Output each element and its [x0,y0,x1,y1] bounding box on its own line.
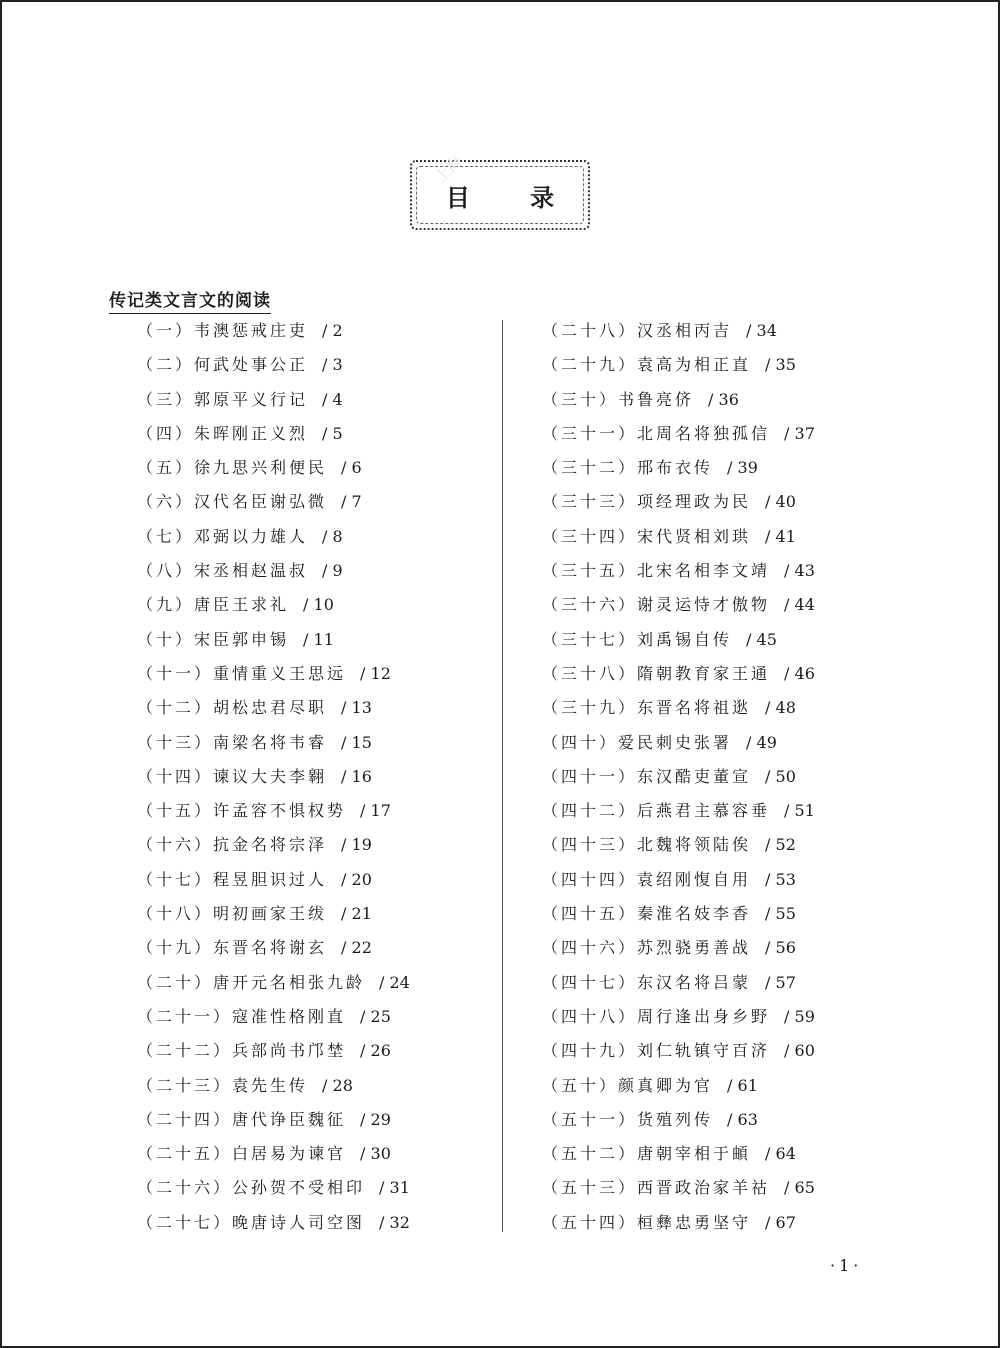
toc-entry-number: （二十六） [137,1178,233,1198]
toc-entry[interactable] [542,626,815,660]
toc-entry-title: 晚唐诗人司空图 [232,1212,366,1232]
toc-entry-separator: / [765,698,776,718]
toc-entry-number: （四十） [542,732,619,752]
toc-entry-page: 20 [351,869,372,889]
toc-entry-title: 韦澳惩戒庄吏 [194,321,309,340]
toc-entry[interactable] [137,454,410,488]
toc-entry-separator: / [765,904,776,924]
toc-entry-number: （二十一） [137,1006,233,1026]
toc-entry-title: 北周名将独孤信 [637,423,771,443]
toc-entry-page: 17 [370,801,391,821]
toc-column-right [542,317,815,1243]
toc-entry[interactable] [137,797,410,831]
column-divider [502,320,503,1232]
toc-entry[interactable] [542,1037,815,1071]
toc-entry-separator: / [303,595,314,615]
toc-entry[interactable] [137,1209,410,1243]
toc-entry[interactable] [137,900,410,934]
toc-entry-separator: / [784,595,795,615]
toc-entry-title: 唐朝宰相于頔 [637,1144,752,1164]
toc-entry-page: 16 [351,766,372,786]
toc-entry[interactable] [137,1003,410,1037]
toc-entry-page: 6 [351,458,362,478]
toc-column-left [137,317,410,1243]
toc-entry-page: 64 [775,1144,796,1164]
toc-entry-separator: / [322,1075,333,1095]
toc-entry[interactable] [137,317,410,351]
toc-entry-title: 隋朝教育家王通 [637,663,771,683]
toc-entry[interactable] [542,1209,815,1243]
toc-entry-page: 2 [332,321,343,340]
toc-entry[interactable] [542,386,815,420]
toc-entry-title: 周行逢出身乡野 [637,1006,771,1026]
toc-entry[interactable] [137,626,410,660]
toc-entry-separator: / [765,526,776,546]
toc-entry-number: （三十九） [542,698,638,718]
toc-entry-title: 东晋名将祖逖 [637,698,752,718]
toc-entry-title: 项经理政为民 [637,492,752,512]
toc-entry-separator: / [784,423,795,443]
toc-entry[interactable] [137,591,410,625]
toc-entry-separator: / [727,1109,738,1129]
toc-entry-separator: / [360,1109,371,1129]
toc-entry[interactable] [542,831,815,865]
toc-entry[interactable] [137,729,410,763]
toc-entry[interactable] [542,866,815,900]
toc-entry-number: （四十五） [542,904,638,924]
toc-entry-page: 59 [794,1006,815,1026]
toc-entry-title: 谏议大夫李翱 [213,766,328,786]
toc-entry-separator: / [708,389,719,409]
toc-entry-separator: / [727,1075,738,1095]
toc-entry-page: 26 [370,1041,391,1061]
toc-entry-number: （十四） [137,766,214,786]
toc-entry-separator: / [784,1041,795,1061]
toc-entry-page: 60 [794,1041,815,1061]
toc-entry-title: 郭原平义行记 [194,389,309,409]
toc-entry-page: 55 [775,904,796,924]
toc-entry-page: 49 [756,732,777,752]
toc-entry-number: （三） [137,389,195,409]
toc-entry-number: （四十一） [542,766,638,786]
toc-entry-title: 南梁名将韦睿 [213,732,328,752]
toc-entry-page: 15 [351,732,372,752]
toc-entry-page: 51 [794,801,815,821]
toc-entry-separator: / [322,561,333,581]
toc-entry[interactable] [542,1174,815,1208]
page-title: 目 录 [445,184,581,212]
toc-entry-title: 东汉名将吕蒙 [637,972,752,992]
toc-entry[interactable] [542,694,815,728]
toc-entry-number: （四十七） [542,972,638,992]
toc-entry-number: （二十三） [137,1075,233,1095]
toc-entry-title: 抗金名将宗泽 [213,835,328,855]
toc-entry-separator: / [765,972,776,992]
toc-entry-title: 明初画家王绂 [213,904,328,924]
toc-entry-title: 苏烈骁勇善战 [637,938,752,958]
toc-entry-title: 货殖列传 [637,1109,714,1129]
toc-entry-page: 11 [313,629,334,649]
toc-entry-number: （十） [137,629,195,649]
toc-entry-separator: / [765,492,776,512]
toc-entry[interactable] [137,1037,410,1071]
toc-entry-title: 爱民刺史张署 [618,732,733,752]
toc-entry-title: 邓弼以力雄人 [194,526,309,546]
toc-entry-number: （二十四） [137,1109,233,1129]
toc-entry-separator: / [360,1006,371,1026]
toc-entry-page: 28 [332,1075,353,1095]
toc-entry[interactable] [542,420,815,454]
toc-entry[interactable] [137,831,410,865]
toc-entry-page: 35 [775,355,796,375]
toc-entry-title: 程昱胆识过人 [213,869,328,889]
toc-entry-number: （十三） [137,732,214,752]
toc-entry-separator: / [765,835,776,855]
toc-entry-separator: / [784,801,795,821]
section-heading: 传记类文言文的阅读 [109,286,271,314]
toc-entry-separator: / [341,835,352,855]
toc-entry-page: 7 [351,492,362,512]
toc-entry[interactable] [542,729,815,763]
toc-entry-page: 52 [775,835,796,855]
toc-entry-number: （五十二） [542,1144,638,1164]
toc-entry[interactable] [137,351,410,385]
toc-entry-number: （四十九） [542,1041,638,1061]
toc-entry-number: （三十） [542,389,619,409]
toc-entry-number: （一） [137,321,195,340]
toc-entry-number: （二十） [137,972,214,992]
toc-entry-separator: / [360,663,371,683]
toc-entry-number: （四十六） [542,938,638,958]
toc-entry-separator: / [765,1144,776,1164]
toc-entry-separator: / [765,1212,776,1232]
toc-entry[interactable] [137,420,410,454]
toc-entry-number: （五十三） [542,1178,638,1198]
toc-entry-page: 53 [775,869,796,889]
toc-entry[interactable] [542,1140,815,1174]
toc-entry-title: 汉代名臣谢弘微 [194,492,328,512]
toc-entry-number: （二十五） [137,1144,233,1164]
toc-entry-separator: / [341,492,352,512]
toc-entry[interactable] [137,488,410,522]
toc-entry-number: （十五） [137,801,214,821]
toc-entry-separator: / [322,526,333,546]
toc-entry-separator: / [341,732,352,752]
toc-entry-number: （六） [137,492,195,512]
toc-entry-page: 46 [794,663,815,683]
toc-entry[interactable] [137,523,410,557]
toc-entry-title: 汉丞相丙吉 [637,321,733,340]
toc-entry-title: 朱晖刚正义烈 [194,423,309,443]
toc-entry-number: （五十） [542,1075,619,1095]
toc-entry-number: （七） [137,526,195,546]
page-number: ·1· [830,1256,863,1275]
toc-entry-page: 34 [756,321,777,340]
toc-entry[interactable] [542,900,815,934]
toc-entry-title: 宋丞相赵温叔 [194,561,309,581]
toc-entry-title: 袁绍刚愎自用 [637,869,752,889]
toc-entry-title: 袁先生传 [232,1075,309,1095]
toc-entry-number: （三十五） [542,561,638,581]
toc-entry-separator: / [322,423,333,443]
toc-entry-page: 9 [332,561,343,581]
toc-entry-page: 43 [794,561,815,581]
toc-entry[interactable] [542,660,815,694]
toc-entry-title: 刘仁轨镇守百济 [637,1041,771,1061]
toc-entry-separator: / [765,355,776,375]
toc-entry-page: 57 [775,972,796,992]
toc-entry[interactable] [542,763,815,797]
toc-entry-page: 21 [351,904,372,924]
watermark: 上海 [431,152,466,187]
toc-entry-page: 5 [332,423,343,443]
toc-entry[interactable] [542,797,815,831]
toc-entry-number: （二） [137,355,195,375]
toc-entry-page: 45 [756,629,777,649]
toc-entry-page: 19 [351,835,372,855]
toc-entry-number: （五） [137,458,195,478]
toc-entry[interactable] [542,934,815,968]
toc-entry-number: （二十七） [137,1212,233,1232]
toc-entry[interactable] [137,969,410,1003]
toc-entry-page: 65 [794,1178,815,1198]
toc-entry-page: 25 [370,1006,391,1026]
toc-entry-page: 63 [737,1109,758,1129]
toc-entry-title: 唐开元名相张九龄 [213,972,366,992]
toc-entry-separator: / [727,458,738,478]
toc-entry[interactable] [542,1072,815,1106]
toc-entry-number: （四十八） [542,1006,638,1026]
toc-entry-title: 秦淮名妓李香 [637,904,752,924]
toc-entry-separator: / [379,972,390,992]
toc-entry-page: 29 [370,1109,391,1129]
toc-entry-page: 22 [351,938,372,958]
toc-entry-number: （二十八） [542,321,638,340]
toc-entry-title: 宋臣郭申锡 [194,629,290,649]
toc-entry[interactable] [137,866,410,900]
toc-entry-separator: / [765,766,776,786]
toc-entry-separator: / [322,389,333,409]
toc-entry-separator: / [746,629,757,649]
toc-entry-title: 后燕君主慕容垂 [637,801,771,821]
toc-entry-title: 唐代诤臣魏征 [232,1109,347,1129]
toc-entry-page: 44 [794,595,815,615]
toc-entry-number: （三十六） [542,595,638,615]
toc-entry-number: （三十一） [542,423,638,443]
toc-entry-number: （三十八） [542,663,638,683]
toc-entry-title: 宋代贤相刘珙 [637,526,752,546]
toc-entry-number: （三十二） [542,458,638,478]
toc-entry-number: （十八） [137,904,214,924]
toc-entry-page: 39 [737,458,758,478]
toc-entry[interactable] [542,1106,815,1140]
toc-entry-separator: / [303,629,314,649]
toc-entry[interactable] [137,694,410,728]
toc-entry-number: （十七） [137,869,214,889]
toc-entry-page: 40 [775,492,796,512]
toc-entry-title: 许孟容不惧权势 [213,801,347,821]
toc-entry-separator: / [746,321,757,340]
toc-entry[interactable] [137,934,410,968]
toc-entry-title: 书鲁亮侪 [618,389,695,409]
toc-entry-title: 白居易为谏官 [232,1144,347,1164]
toc-entry[interactable] [137,1106,410,1140]
toc-entry-page: 32 [389,1212,410,1232]
toc-entry[interactable] [542,1003,815,1037]
toc-entry[interactable] [137,386,410,420]
toc-entry-number: （三十三） [542,492,638,512]
toc-entry-title: 唐臣王求礼 [194,595,290,615]
toc-entry-page: 56 [775,938,796,958]
toc-entry-page: 37 [794,423,815,443]
toc-entry-title: 寇准性格刚直 [232,1006,347,1026]
toc-entry-title: 桓彝忠勇坚守 [637,1212,752,1232]
toc-entry-page: 10 [313,595,334,615]
toc-entry[interactable] [137,763,410,797]
toc-entry-title: 北魏将领陆俟 [637,835,752,855]
toc-entry-separator: / [341,458,352,478]
toc-entry-number: （五十一） [542,1109,638,1129]
toc-entry-separator: / [784,1178,795,1198]
toc-entry-page: 61 [737,1075,758,1095]
toc-entry-page: 24 [389,972,410,992]
toc-entry[interactable] [542,488,815,522]
toc-entry-title: 邢布衣传 [637,458,714,478]
toc-entry-separator: / [765,938,776,958]
toc-entry-separator: / [322,321,333,340]
toc-entry-number: （三十四） [542,526,638,546]
toc-entry-separator: / [379,1178,390,1198]
toc-entry-separator: / [784,1006,795,1026]
toc-entry-page: 8 [332,526,343,546]
toc-entry-page: 67 [775,1212,796,1232]
toc-entry-separator: / [784,561,795,581]
toc-entry-number: （四十三） [542,835,638,855]
toc-entry[interactable] [542,557,815,591]
toc-entry-title: 兵部尚书邝埜 [232,1041,347,1061]
toc-entry-separator: / [360,801,371,821]
toc-entry-number: （十一） [137,663,214,683]
toc-entry-separator: / [784,663,795,683]
toc-entry-number: （十二） [137,698,214,718]
toc-entry-separator: / [360,1041,371,1061]
toc-entry-title: 公孙贺不受相印 [232,1178,366,1198]
toc-entry-page: 13 [351,698,372,718]
toc-entry[interactable] [542,454,815,488]
toc-entry-title: 徐九思兴利便民 [194,458,328,478]
toc-entry[interactable] [542,591,815,625]
toc-entry-title: 东晋名将谢玄 [213,938,328,958]
toc-entry-title: 东汉酷吏董宣 [637,766,752,786]
toc-entry[interactable] [137,660,410,694]
toc-entry-separator: / [322,355,333,375]
toc-entry-page: 36 [718,389,739,409]
toc-entry[interactable] [137,557,410,591]
toc-entry[interactable] [542,523,815,557]
toc-entry-number: （四十二） [542,801,638,821]
toc-entry-page: 41 [775,526,796,546]
toc-entry-number: （二十九） [542,355,638,375]
toc-entry-page: 3 [332,355,343,375]
toc-entry-separator: / [341,938,352,958]
toc-entry-page: 12 [370,663,391,683]
toc-entry[interactable] [137,1140,410,1174]
toc-entry-page: 50 [775,766,796,786]
toc-entry-separator: / [765,869,776,889]
toc-entry-number: （五十四） [542,1212,638,1232]
toc-entry-title: 袁高为相正直 [637,355,752,375]
toc-entry-number: （九） [137,595,195,615]
toc-entry-page: 48 [775,698,796,718]
toc-entry-title: 重情重义王思远 [213,663,347,683]
toc-entry-number: （十九） [137,938,214,958]
toc-entry-title: 西晋政治家羊祜 [637,1178,771,1198]
toc-entry-number: （四） [137,423,195,443]
toc-entry[interactable] [542,351,815,385]
toc-entry-number: （十六） [137,835,214,855]
toc-entry-separator: / [341,904,352,924]
toc-entry-separator: / [341,869,352,889]
toc-entry-page: 30 [370,1144,391,1164]
toc-entry-separator: / [379,1212,390,1232]
toc-entry-title: 谢灵运恃才傲物 [637,595,771,615]
toc-entry-title: 颜真卿为官 [618,1075,714,1095]
toc-entry-separator: / [360,1144,371,1164]
toc-entry-number: （三十七） [542,629,638,649]
toc-entry-page: 31 [389,1178,410,1198]
toc-entry-title: 北宋名相李文靖 [637,561,771,581]
toc-entry[interactable] [137,1072,410,1106]
toc-entry-page: 4 [332,389,343,409]
toc-entry[interactable] [137,1174,410,1208]
toc-entry[interactable] [542,317,815,351]
toc-entry-separator: / [746,732,757,752]
toc-entry-title: 何武处事公正 [194,355,309,375]
toc-entry-number: （二十二） [137,1041,233,1061]
toc-entry-number: （八） [137,561,195,581]
toc-entry[interactable] [542,969,815,1003]
toc-entry-title: 刘禹锡自传 [637,629,733,649]
toc-entry-title: 胡松忠君尽职 [213,698,328,718]
toc-entry-number: （四十四） [542,869,638,889]
toc-entry-separator: / [341,766,352,786]
toc-entry-separator: / [341,698,352,718]
